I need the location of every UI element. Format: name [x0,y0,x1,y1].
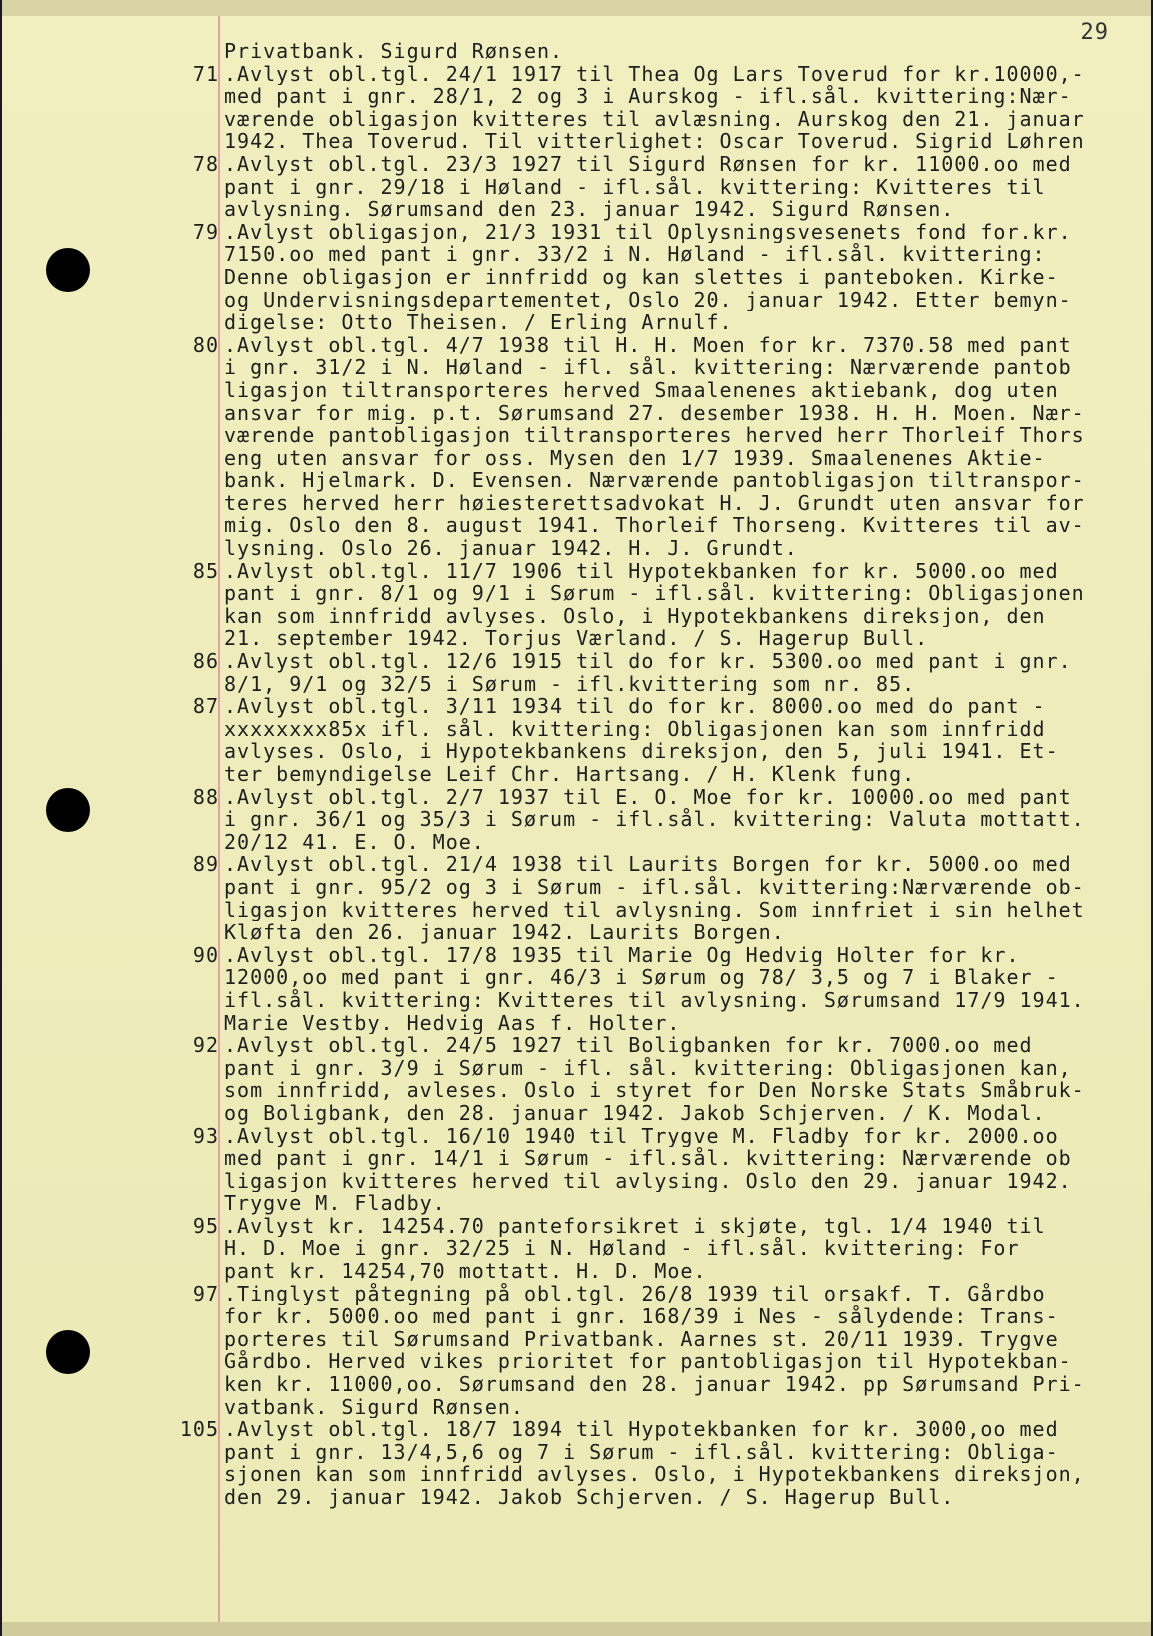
text-line [2,40,1151,63]
line-text: avlysning. Sørumsand den 23. januar 1942. Sigurd Rønsen. [224,198,955,221]
line-text: ligasjon kvitteres herved til avlysing. Oslo den 29. januar 1942. [224,1169,1072,1193]
text-line [2,514,1151,537]
text-line [2,1125,1151,1148]
text-line [2,334,1151,357]
text-line [2,582,1151,605]
line-text: ifl.sål. kvittering: Kvitteres til avlysning. Sørumsand 17/9 1941. [224,988,1085,1012]
line-text: i gnr. 36/1 og 35/3 i Sørum - ifl.sål. kvittering: Valuta mottatt. [224,808,1085,831]
line-text: værende pantobligasjon tiltransporteres herved herr Thorleif Thors [224,424,1085,447]
text-line [2,1396,1151,1419]
line-text: ligasjon kvitteres herved til avlysning. Som innfriet i sin helhet [224,898,1085,922]
line-text: .Avlyst obl.tgl. 12/6 1915 til do for kr. 5300.oo med pant i gnr. [224,650,1072,673]
text-line [2,740,1151,763]
line-text: .Avlyst obl.tgl. 2/7 1937 til E. O. Moe for kr. 10000.oo med pant [224,785,1072,809]
entry-number: 97 [192,1282,219,1306]
text-line [2,1192,1151,1215]
text-line [2,1079,1151,1102]
text-line [2,605,1151,628]
line-text: eng uten ansvar for oss. Mysen den 1/7 1939. Smaalenenes Aktie- [224,446,1046,470]
line-text: xxxxxxxx85x ifl. sål. kvittering: Obligasjonen kan som innfridd [224,717,1046,741]
text-line [2,718,1151,741]
line-text: pant i gnr. 29/18 i Høland - ifl.sål. kvittering: Kvitteres til [224,175,1046,199]
text-line [2,831,1151,854]
entry-number: 95 [192,1214,219,1238]
text-line [2,650,1151,673]
text-line [2,289,1151,312]
line-text: 8/1, 9/1 og 32/5 i Sørum - ifl.kvittering som nr. 85. [224,672,916,696]
line-text: 21. september 1942. Torjus Værland. / S. Hagerup Bull. [224,627,929,651]
page-number: 29 [1080,20,1109,45]
line-text: værende obligasjon kvitteres til avlæsning. Aurskog den 21. januar [224,107,1085,131]
line-text: .Avlyst obl.tgl. 17/8 1935 til Marie Og Hedvig Holter for kr. [224,943,1020,967]
text-line [2,853,1151,876]
entry-number: 87 [192,695,219,718]
text-line [2,176,1151,199]
line-text: .Avlyst obl.tgl. 11/7 1906 til Hypotekbanken for kr. 5000.oo med [224,559,1059,583]
entry-number: 105 [179,1418,219,1441]
entry-number: 86 [192,650,219,673]
text-line [2,1057,1151,1080]
text-line [2,492,1151,515]
text-line [2,311,1151,334]
text-line [2,786,1151,809]
line-text: .Avlyst obl.tgl. 24/1 1917 til Thea Og Lars Toverud for kr.10000,- [224,62,1085,86]
line-text: pant i gnr. 95/2 og 3 i Sørum - ifl.sål. kvittering:Nærværende ob- [224,875,1085,899]
line-text: .Avlyst obl.tgl. 18/7 1894 til Hypotekbanken for kr. 3000,oo med [224,1418,1059,1441]
text-line [2,1486,1151,1509]
entry-number: 85 [192,559,219,583]
line-text: H. D. Moe i gnr. 32/25 i N. Høland - ifl.sål. kvittering: For [224,1237,1020,1261]
line-text: ken kr. 11000,oo. Sørumsand den 28. januar 1942. pp Sørumsand Pri- [224,1373,1085,1396]
text-line [2,1237,1151,1260]
text-line [2,447,1151,470]
line-text: som innfridd, avleses. Oslo i styret for Den Norske Stats Småbruk- [224,1079,1085,1102]
text-line [2,1463,1151,1486]
text-line [2,108,1151,131]
line-text: Marie Vestby. Hedvig Aas f. Holter. [224,1011,681,1035]
text-line [2,198,1151,221]
line-text: i gnr. 31/2 i N. Høland - ifl. sål. kvittering: Nærværende pantob [224,356,1072,379]
line-text: vatbank. Sigurd Rønsen. [224,1395,524,1419]
text-line [2,808,1151,831]
text-line [2,899,1151,922]
line-text: og Undervisningsdepartementet, Oslo 20. januar 1942. Etter bemyn- [224,288,1072,312]
text-line [2,1102,1151,1125]
entry-number: 92 [192,1034,219,1057]
text-line [2,85,1151,108]
line-text: .Avlyst obl.tgl. 24/5 1927 til Boligbanken for kr. 7000.oo med [224,1034,1033,1057]
line-text: bank. Hjelmark. D. Evensen. Nærværende pantobligasjon tiltranspor- [224,469,1085,492]
text-line [2,1012,1151,1035]
line-text: lysning. Oslo 26. januar 1942. H. J. Grundt. [224,537,798,560]
text-line [2,989,1151,1012]
ledger-page [2,0,1151,1636]
text-line [2,379,1151,402]
text-line [2,356,1151,379]
line-text: Gårdbo. Herved vikes prioritet for pantobligasjon til Hypotekban- [224,1350,1072,1374]
line-text: sjonen kan som innfridd avlyses. Oslo, i Hypotekbankens direksjon, [224,1463,1085,1486]
line-text: pant i gnr. 3/9 i Sørum - ifl. sål. kvittering: Obligasjonen kan, [224,1056,1072,1080]
line-text: 7150.oo med pant i gnr. 33/2 i N. Høland - ifl.sål. kvittering: [224,243,1046,266]
line-text: .Tinglyst påtegning på obl.tgl. 26/8 1939 til orsakf. T. Gårdbo [224,1282,1046,1306]
text-line [2,153,1151,176]
line-text: Privatbank. Sigurd Rønsen. [224,40,564,63]
line-text: porteres til Sørumsand Privatbank. Aarnes st. 20/11 1939. Trygve [224,1327,1059,1351]
text-line [2,221,1151,244]
text-line [2,1215,1151,1238]
line-text: .Avlyst obl.tgl. 23/3 1927 til Sigurd Rønsen for kr. 11000.oo med [224,152,1072,176]
line-text: pant i gnr. 13/4,5,6 og 7 i Sørum - ifl.sål. kvittering: Obliga- [224,1440,1059,1464]
line-text: ligasjon tiltransporteres herved Smaalenenes aktiebank, dog uten [224,378,1059,402]
text-line [2,876,1151,899]
line-text: mig. Oslo den 8. august 1941. Thorleif Thorseng. Kvitteres til av- [224,514,1085,538]
text-line [2,673,1151,696]
text-line [2,243,1151,266]
entry-number: 79 [192,220,219,244]
scan-top-edge [2,0,1151,16]
text-line [2,1441,1151,1464]
line-text: ansvar for mig. p.t. Sørumsand 27. desember 1938. H. H. Moen. Nær- [224,401,1085,425]
entry-number: 80 [192,333,219,357]
line-text: pant i gnr. 8/1 og 9/1 i Sørum - ifl.sål. kvittering: Obligasjonen [224,582,1085,605]
text-line [2,1170,1151,1193]
text-line [2,695,1151,718]
text-line [2,1373,1151,1396]
text-line [2,469,1151,492]
text-line [2,402,1151,425]
line-text: digelse: Otto Theisen. / Erling Arnulf. [224,311,733,334]
line-text: med pant i gnr. 14/1 i Sørum - ifl.sål. kvittering: Nærværende ob [224,1147,1072,1170]
entry-number: 78 [192,152,219,176]
ledger-entries [2,40,1151,1509]
text-line [2,627,1151,650]
entry-number: 89 [192,853,219,876]
text-line [2,63,1151,86]
entry-number: 88 [192,785,219,809]
line-text: kan som innfridd avlyses. Oslo, i Hypotekbankens direksjon, den [224,604,1046,628]
text-line [2,266,1151,289]
line-text: avlyses. Oslo, i Hypotekbankens direksjon, den 5, juli 1941. Et- [224,740,1059,763]
line-text: pant kr. 14254,70 mottatt. H. D. Moe. [224,1260,707,1283]
line-text: .Avlyst obl.tgl. 4/7 1938 til H. H. Moen for kr. 7370.58 med pant [224,333,1072,357]
text-line [2,130,1151,153]
line-text: og Boligbank, den 28. januar 1942. Jakob Schjerven. / K. Modal. [224,1101,1046,1125]
entry-number: 90 [192,943,219,967]
line-text: den 29. januar 1942. Jakob Schjerven. / S. Hagerup Bull. [224,1486,955,1509]
line-text: .Avlyst kr. 14254.70 panteforsikret i skjøte, tgl. 1/4 1940 til [224,1214,1046,1238]
text-line [2,1305,1151,1328]
text-line [2,1350,1151,1373]
line-text: 1942. Thea Toverud. Til vitterlighet: Oscar Toverud. Sigrid Løhren [224,130,1085,153]
line-text: Denne obligasjon er innfridd og kan slettes i panteboken. Kirke- [224,265,1059,289]
line-text: Trygve M. Fladby. [224,1192,446,1215]
text-line [2,921,1151,944]
text-line [2,1283,1151,1306]
text-line [2,560,1151,583]
text-line [2,1034,1151,1057]
text-line [2,424,1151,447]
line-text: .Avlyst obl.tgl. 21/4 1938 til Laurits Borgen for kr. 5000.oo med [224,853,1072,876]
line-text: Kløfta den 26. januar 1942. Laurits Borgen. [224,921,785,944]
text-line [2,763,1151,786]
line-text: .Avlyst obl.tgl. 3/11 1934 til do for kr. 8000.oo med do pant - [224,695,1046,718]
entry-number: 71 [192,62,219,86]
text-line [2,1328,1151,1351]
text-line [2,1418,1151,1441]
line-text: ter bemyndigelse Leif Chr. Hartsang. / H. Klenk fung. [224,763,916,786]
entry-number: 93 [192,1124,219,1148]
line-text: 12000,oo med pant i gnr. 46/3 i Sørum og 78/ 3,5 og 7 i Blaker - [224,966,1059,989]
line-text: med pant i gnr. 28/1, 2 og 3 i Aurskog - ifl.sål. kvittering:Nær- [224,85,1072,108]
line-text: .Avlyst obligasjon, 21/3 1931 til Oplysningsvesenets fond for.kr. [224,220,1072,244]
text-line [2,1260,1151,1283]
line-text: .Avlyst obl.tgl. 16/10 1940 til Trygve M. Fladby for kr. 2000.oo [224,1124,1059,1148]
line-text: teres herved herr høiesterettsadvokat H. J. Grundt uten ansvar for [224,491,1085,515]
text-line [2,1147,1151,1170]
scan-bottom-edge [2,1622,1151,1636]
line-text: 20/12 41. E. O. Moe. [224,830,485,854]
text-line [2,966,1151,989]
text-line [2,537,1151,560]
text-line [2,944,1151,967]
line-text: for kr. 5000.oo med pant i gnr. 168/39 i Nes - sålydende: Trans- [224,1305,1059,1328]
